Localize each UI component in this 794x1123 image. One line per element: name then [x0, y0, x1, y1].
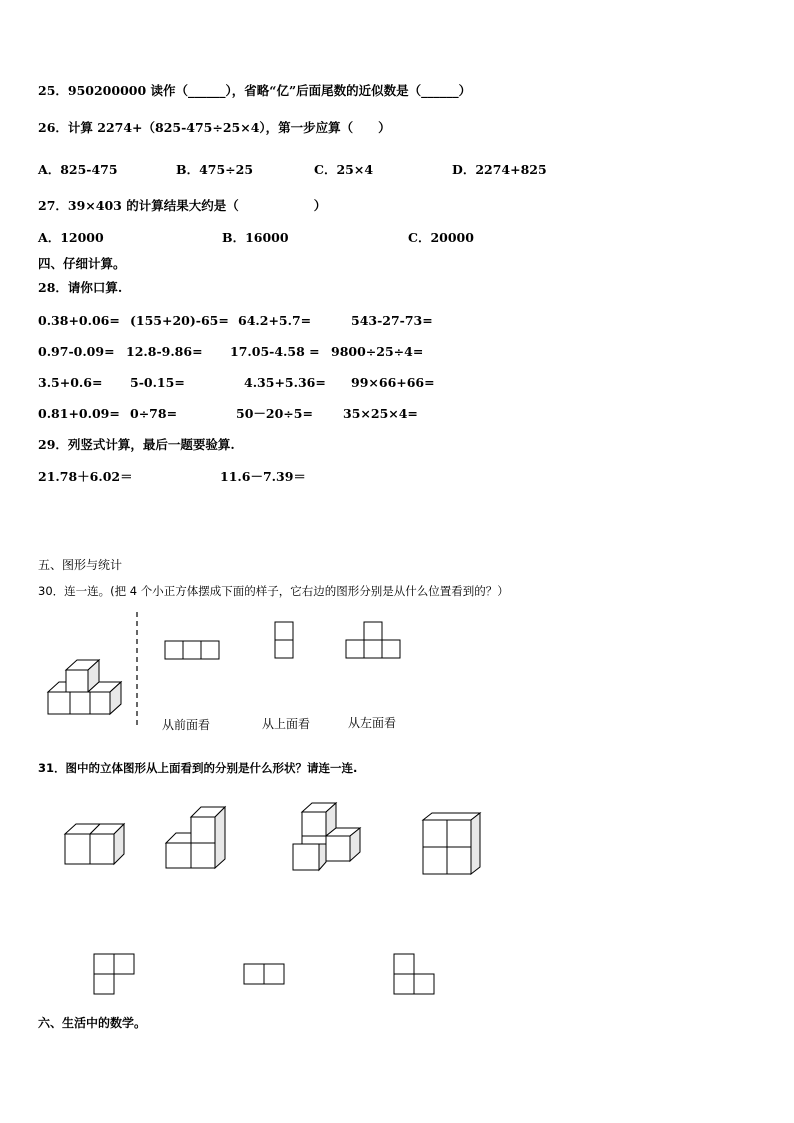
calc-item: 12.8-9.86= — [126, 344, 203, 359]
vertical-calc-item: 11.6－7.39＝ — [220, 469, 306, 484]
question-26: 26．计算 2274+（825-475÷25×4），第一步应算（ ） — [38, 120, 391, 135]
q30-top-view-shape — [274, 621, 296, 661]
calc-item: 35×25×4= — [343, 406, 418, 421]
calc-item: 3.5+0.6= — [38, 375, 103, 390]
question-29-title: 29．列竖式计算，最后一题要验算. — [38, 437, 235, 452]
section-4-heading: 四、仔细计算。 — [38, 256, 126, 271]
calc-item: 5-0.15= — [130, 375, 185, 390]
calc-item: 50－20÷5= — [236, 406, 313, 421]
question-25: 25．950200000 读作（______），省略“亿”后面尾数的近似数是（______） — [38, 83, 472, 98]
view-label-left: 从左面看 — [348, 716, 397, 730]
q31-solid-4 — [420, 812, 490, 882]
calc-item: 0.38+0.06= — [38, 313, 120, 328]
calc-item: 543-27-73= — [351, 313, 433, 328]
view-label-top: 从上面看 — [262, 717, 311, 731]
calc-item: (155+20)-65= — [130, 313, 229, 328]
q27-option-c: C．20000 — [408, 230, 474, 245]
question-30: 30．连一连。(把 4 个小正方体摆成下面的样子，它右边的图形分别是从什么位置看到的？） — [38, 584, 509, 598]
q31-top-view-shape-1 — [93, 953, 138, 998]
q30-cube-stack-figure — [44, 658, 134, 728]
q31-top-view-shape-3 — [393, 953, 438, 998]
q26-option-b: B．475÷25 — [176, 162, 254, 177]
section-6-heading: 六、生活中的数学。 — [38, 1016, 147, 1030]
q30-left-view-shape — [345, 621, 405, 661]
section-5-heading: 五、图形与统计 — [38, 558, 123, 572]
question-28-title: 28．请你口算. — [38, 280, 123, 295]
q26-option-c: C．25×4 — [314, 162, 374, 177]
q31-solid-1 — [64, 820, 134, 870]
q26-option-a: A．825-475 — [38, 162, 118, 177]
q31-top-view-shape-2 — [243, 963, 288, 988]
calc-item: 0.97-0.09= — [38, 344, 115, 359]
view-label-front: 从前面看 — [162, 718, 211, 732]
calc-item: 64.2+5.7= — [238, 313, 312, 328]
vertical-calc-item: 21.78＋6.02＝ — [38, 469, 133, 484]
q30-front-view-shape — [164, 640, 224, 662]
calc-item: 9800÷25÷4= — [331, 344, 424, 359]
divider-dashed-line — [135, 612, 139, 732]
calc-item: 4.35+5.36= — [244, 375, 326, 390]
q26-option-d: D．2274+825 — [452, 162, 547, 177]
q27-option-a: A．12000 — [38, 230, 104, 245]
calc-item: 17.05-4.58 = — [230, 344, 320, 359]
question-31: 31．图中的立体图形从上面看到的分别是什么形状？请连一连. — [38, 761, 358, 775]
q27-option-b: B．16000 — [222, 230, 289, 245]
calc-item: 0.81+0.09= — [38, 406, 120, 421]
calc-item: 99×66+66= — [351, 375, 435, 390]
q31-solid-2 — [165, 805, 235, 875]
calc-item: 0÷78= — [130, 406, 178, 421]
question-27: 27．39×403 的计算结果大约是（ ） — [38, 198, 327, 213]
q31-solid-3 — [292, 800, 372, 875]
